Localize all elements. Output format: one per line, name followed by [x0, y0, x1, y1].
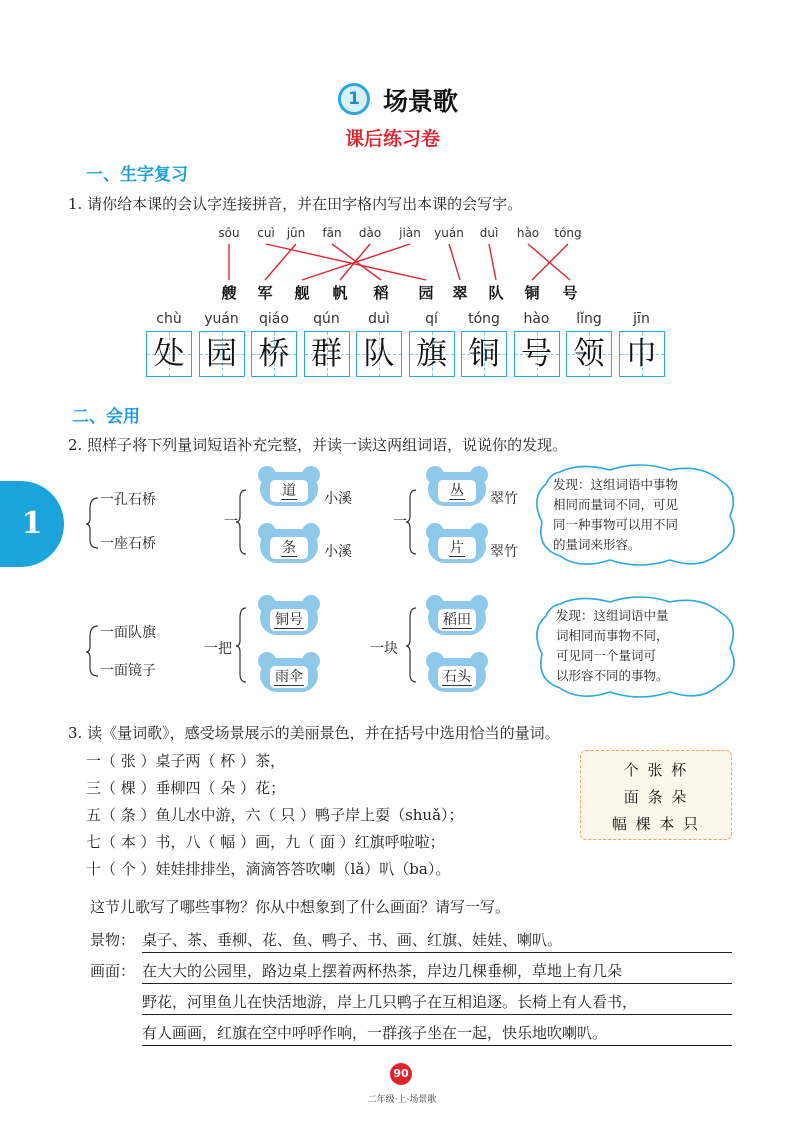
pinyin-label: jūn [286, 226, 306, 240]
grid-character: 旗 [416, 336, 447, 372]
match-line-hao [528, 244, 570, 280]
bubble-line: 可见同一个量词可 [556, 648, 657, 663]
match-line-dui [489, 244, 496, 280]
grid-pinyin: hào [523, 311, 550, 327]
picture-answer-line: 有人画画，红旗在空中呼呼作响，一群孩子坐在一起，快乐地吹喇叭。 [142, 1022, 732, 1046]
match-line-yuan [449, 244, 460, 280]
character-label: 铜 [524, 284, 540, 302]
grid-pinyin: lǐng [576, 311, 602, 327]
pinyin-label: fān [322, 226, 342, 240]
character-label: 园 [418, 284, 434, 302]
noun-label: 小溪 [324, 491, 352, 507]
grid-character: 群 [311, 336, 342, 372]
answer-text: 条 [282, 540, 296, 556]
grid-pinyin: qí [425, 311, 438, 327]
character-label: 艘 [221, 284, 237, 302]
bear-answer-box [256, 523, 322, 565]
noun-label: 翠竹 [490, 491, 518, 507]
answer-text: 丛 [450, 483, 464, 499]
section-title-review: 一、生字复习 [86, 165, 188, 185]
example-phrase: 一座石桥 [100, 536, 156, 552]
tianzige-cell [514, 331, 560, 377]
bubble-line: 同一种事物可以用不同 [553, 517, 679, 532]
grid-pinyin: yuán [204, 311, 239, 327]
word-bank-row: 幅 棵 本 只 [611, 815, 701, 833]
grid-character: 园 [206, 336, 237, 372]
section-title-use: 二、会用 [72, 407, 140, 427]
grid-pinyin: qún [313, 311, 340, 327]
word-bank-row: 个 张 杯 [623, 761, 689, 779]
tianzige-cell [304, 331, 350, 377]
bear-answer-box [424, 466, 490, 508]
pinyin-label: yuán [434, 226, 464, 240]
word-bank [580, 750, 732, 840]
tianzige-cell [199, 331, 245, 377]
pinyin-label: duì [479, 226, 499, 240]
noun-label: 小溪 [324, 544, 352, 560]
bear-answer-box [424, 523, 490, 565]
song-line: 五（ 条 ）鱼儿水中游，六（ 只 ）鸭子岸上耍（shuǎ）； [86, 806, 464, 824]
grid-character: 号 [521, 336, 552, 372]
grid-character: 领 [573, 336, 605, 372]
pinyin-label: sōu [218, 226, 240, 240]
footer-caption: 二年级·上·场景歌 [367, 1095, 437, 1105]
tianzige-cell [409, 331, 455, 377]
bubble-line: 以形容不同的事物。 [556, 668, 669, 683]
pinyin-label: dào [358, 226, 382, 240]
answer-text: 片 [450, 540, 464, 556]
measure-prefix: 一把 [204, 641, 232, 657]
grid-character: 处 [153, 336, 185, 372]
grid-pinyin: qiáo [259, 311, 289, 327]
bubble-line: 词相同而事物不同， [556, 628, 669, 643]
tianzige-cell [146, 331, 192, 377]
bubble-line: 相同而量词不同，可见 [553, 497, 679, 512]
question-2: 2. 照样子将下列量词短语补充完整，并读一读这两组词语，说说你的发现。 [68, 436, 568, 454]
discovery-text [556, 606, 669, 686]
bear-answer-box [424, 595, 490, 637]
pinyin-label: hào [516, 226, 540, 240]
song-line: 三（ 棵 ）垂柳四（ 朵 ）花； [86, 779, 286, 797]
character-label: 舰 [294, 284, 310, 302]
grid-character: 队 [363, 336, 395, 372]
pinyin-label: tóng [554, 226, 582, 240]
question-3: 3. 读《量词歌》，感受场景展示的美丽景色，并在括号中选用恰当的量词。 [68, 724, 560, 742]
scenery-label: 景物： [90, 931, 136, 949]
chapter-tab: 1 [0, 481, 64, 567]
grid-character: 铜 [468, 336, 500, 372]
answer-text: 雨伞 [275, 669, 303, 685]
character-label: 军 [257, 284, 273, 302]
page-title: 场景歌 [383, 87, 459, 116]
character-label: 翠 [452, 284, 468, 302]
example-phrase: 一孔石桥 [100, 492, 156, 508]
character-label: 队 [488, 284, 504, 302]
tianzige-cell [251, 331, 297, 377]
answer-text: 铜号 [275, 612, 303, 628]
tianzige-cell [619, 331, 665, 377]
match-line-cui [266, 244, 426, 280]
bubble-line: 发现：这组词语中量 [556, 608, 669, 623]
match-line-jian [302, 244, 410, 280]
discovery-text [553, 475, 678, 555]
measure-prefix: 一 [393, 514, 407, 530]
lesson-number-badge: 1 [338, 83, 370, 115]
grid-character: 桥 [258, 336, 290, 372]
character-label: 号 [562, 284, 578, 302]
grid-pinyin: chù [156, 311, 182, 327]
song-line: 一（ 张 ）桌子两（ 杯 ）茶， [86, 752, 286, 770]
match-line-jun [265, 244, 296, 280]
matching-lines [0, 0, 800, 300]
grid-pinyin: tóng [468, 311, 500, 327]
bear-answer-box [256, 595, 322, 637]
bubble-line: 的量词来形容。 [553, 537, 641, 552]
picture-label: 画面： [90, 962, 136, 980]
song-line: 十（ 个 ）娃娃排排坐，滴滴答答吹喇（lǎ）叭（ba）。 [86, 860, 451, 878]
grid-character: 巾 [626, 336, 657, 372]
bear-answer-box [424, 652, 490, 694]
answer-text: 稻田 [443, 612, 471, 628]
scenery-answer: 桌子、茶、垂柳、花、鱼、鸭子、书、画、红旗、娃娃、喇叭。 [142, 929, 732, 953]
answer-text: 石头 [443, 669, 471, 685]
tianzige-cell [566, 331, 612, 377]
grid-pinyin: jīn [633, 311, 650, 327]
example-phrase: 一面镜子 [100, 663, 156, 679]
example-phrase: 一面队旗 [100, 625, 156, 641]
tianzige-cell [461, 331, 507, 377]
noun-label: 翠竹 [490, 544, 518, 560]
question-4: 这节儿歌写了哪些事物？你从中想象到了什么画面？请写一写。 [90, 898, 511, 916]
measure-prefix: 一块 [370, 641, 398, 657]
pinyin-label: jiàn [399, 226, 421, 240]
grid-pinyin: duì [368, 311, 390, 327]
character-label: 稻 [373, 284, 389, 302]
measure-prefix: 一 [224, 514, 238, 530]
bubble-line: 发现：这组词语中事物 [553, 477, 679, 492]
character-label: 帆 [332, 284, 348, 302]
word-bank-row: 面 条 朵 [623, 788, 689, 806]
bear-answer-box [256, 466, 322, 508]
picture-answer-line: 在大大的公园里，路边桌上摆着两杯热茶，岸边几棵垂柳，草地上有几朵 [142, 960, 732, 984]
pinyin-label: cuì [257, 226, 275, 240]
bear-answer-box [256, 652, 322, 694]
page-subtitle: 课后练习卷 [345, 128, 441, 150]
song-line: 七（ 本 ）书，八（ 幅 ）画，九（ 面 ）红旗呼啦啦； [86, 833, 445, 851]
match-line-tong [532, 244, 568, 280]
picture-answer-line: 野花，河里鱼儿在快活地游，岸上几只鸭子在互相追逐。长椅上有人看书， [142, 991, 732, 1015]
page-number: 90 [390, 1063, 412, 1085]
question-1: 1. 请你给本课的会认字连接拼音，并在田字格内写出本课的会写字。 [68, 195, 523, 213]
answer-text: 道 [282, 483, 296, 499]
tianzige-cell [356, 331, 402, 377]
